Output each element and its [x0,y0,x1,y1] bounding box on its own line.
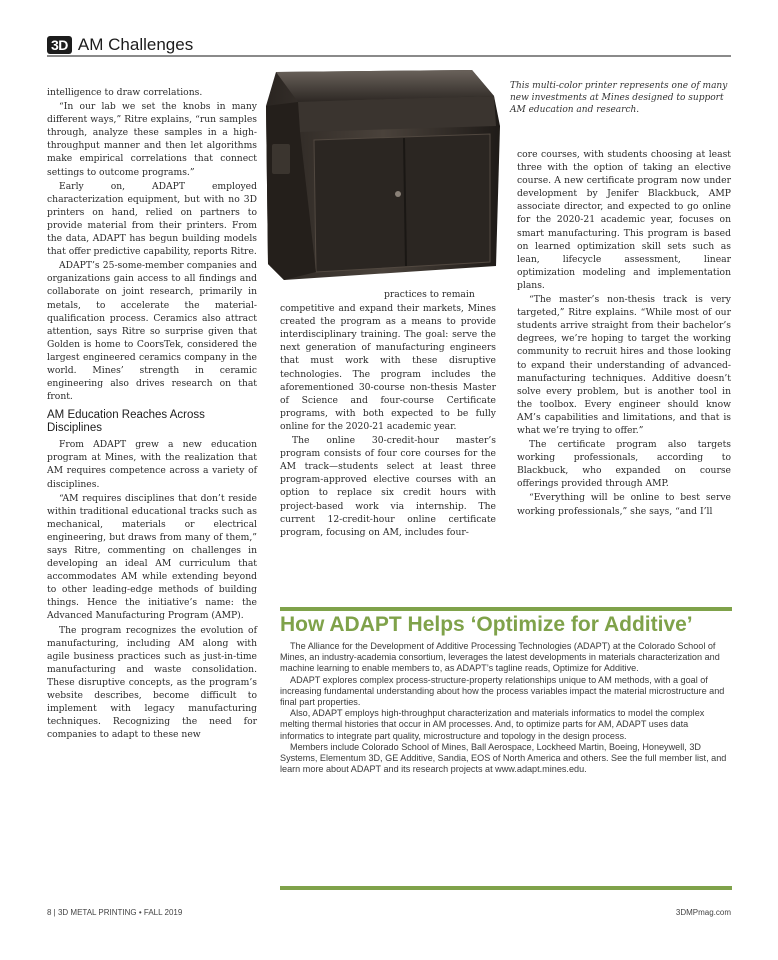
printer-illustration [258,66,508,288]
body-paragraph: Early on, ADAPT employed characterization equipment, but with no 3D printers on hand, relied on partners to provide material from their printers. From the data, ADAPT has begun building models that offer predictive capability, reports Ritre. [47,180,257,258]
sidebar-paragraph: Members include Colorado School of Mines, Ball Aerospace, Lockheed Martin, Boeing, Honeywell, 3D Systems, Elementum 3D, GE Additive, Sandia, EOS of North America and others. See the full member list, and learn more about ADAPT and its research projects at www.adapt.mines.edu. [280,741,727,775]
sidebar-paragraph: ADAPT explores complex process-structure-property relationships unique to AM methods, with a goal of increasing fundamental understanding about how the process variables impact the material microstructure and final part properties. [280,674,725,708]
figure-caption: This multi-color printer represents one of many new investments at Mines designed to support AM education and research. [510,81,728,115]
sidebar-paragraph: The Alliance for the Development of Additive Processing Technologies (ADAPT) at the Colorado School of Mines, an industry-academia consortium, leverages the latest developments in materials characterization and machine learning to enable members to, as ADAPT’s tagline reads, Optimize for Additive. [280,641,720,674]
body-paragraph: The program recognizes the evolution of manufacturing, including AM along with agile business practices such as just-in-time manufacturing and waste consolidation. These disruptive concepts, as the program’s website describes, become difficult to implement with legacy manufacturing techniques. Recognizing the need for companies to adapt to these new [47,624,257,741]
footer-website: 3DMPmag.com [675,908,731,917]
body-paragraph: “Everything will be online to best serve working professionals,” she says, “and I’ll [517,492,731,517]
header-rule [47,55,731,57]
body-paragraph: “AM requires disciplines that don’t reside within traditional educational tracks such as mechanical, materials or electrical engineering, but draws from many of them,” says Ritre, commenting on challenges in developing an ideal AM curriculum that accommodates AM while extending beyond to other leading-edge methods of building things. Hence the initiative’s name: the Advanced Manufacturing Program (AMP). [47,492,257,622]
body-paragraph: core courses, with students choosing at least three with the option of taking an elective course. A new certificate program now under development by Jenifer Blackbuck, AMP associate director, and expected to go online for the 2020-21 academic year, focuses on smart manufacturing. This program is based on learned optimization skill sets such as lean, lifecycle assessment, linear optimization modeling and implementation plans. [517,149,731,291]
sidebar-box [280,613,732,775]
section-title: AM Challenges [77,35,194,54]
body-paragraph: “The master’s non-thesis track is very targeted,” Ritre explains. “While most of our students arrive straight from their bachelor’s degrees, we’re hoping to target the working community to recruit hires and those looking to expand their understanding of advanced-manufacturing techniques. Additive doesn’t solve every problem, but is another tool in the toolbox. Every engineer should know AM’s capabilities and limitations, and that is what we’re trying to offer.” [517,294,731,436]
magazine-logo: 3D [47,36,72,54]
body-paragraph: The certificate program also targets working professionals, according to Blackbuck, who expanded on course offerings provided through AMP. [517,439,731,490]
sidebar-title: How ADAPT Helps ‘Optimize for Additive’ [280,613,693,636]
subheading: AM Education Reaches Across Disciplines [47,409,205,435]
printer-photo [258,66,508,288]
column-2 [280,288,496,540]
body-paragraph: From ADAPT grew a new education program at Mines, with the realization that AM requires competence across a variety of disciplines. [47,439,257,490]
column-3 [517,148,731,519]
body-paragraph: intelligence to draw correlations. [47,87,203,98]
page-header [47,34,193,56]
footer-folio: 8 | 3D METAL PRINTING • FALL 2019 [47,908,183,917]
column-1 [47,86,257,742]
body-paragraph: ADAPT’s 25-some-member companies and organizations gain access to all findings and collaborate on joint research, primarily in metals, to accelerate the material-qualification process. Ceramics also attract attention, says Ritre so surprise given that Golden is home to CoorsTek, considered the largest engineered ceramics company in the world. Mines’ strength in ceramic engineering also drives research on that front. [47,260,257,403]
sidebar-bottom-rule [280,886,732,890]
body-paragraph: competitive and expand their markets, Mines created the program as a means to provide interdisciplinary training. The goal: serve the next generation of manufacturing engineers that must work with these disruptive technologies. The program includes the aforementioned 30-course non-thesis Master of Science and four-course Certificate programs, with both expected to be fully online for the 2020-21 academic year. [280,303,496,432]
body-paragraph: “In our lab we set the knobs in many different ways,” Ritre explains, “run samples through, analyze these samples in a high-throughput manner and then let algorithms make empirical correlations that connect settings to outcome programs.” [47,101,257,178]
sidebar-paragraph: Also, ADAPT employs high-throughput characterization and materials informatics to model the complex melting thermal histories that occur in AM processes. And, to optimize parts for AM, ADAPT uses data informatics to integrate part quality, microstructure and topology in the design process. [280,708,705,741]
body-paragraph: The online 30-credit-hour master’s program consists of four core courses for the AM track—students select at least three program-approved elective courses with an option to replace six credit hours with project-based work via internship. The current 12-credit-hour online certificate program, focusing on AM, includes four- [280,435,496,538]
sidebar-top-rule [280,607,732,611]
body-paragraph: practices to remain [384,289,475,300]
